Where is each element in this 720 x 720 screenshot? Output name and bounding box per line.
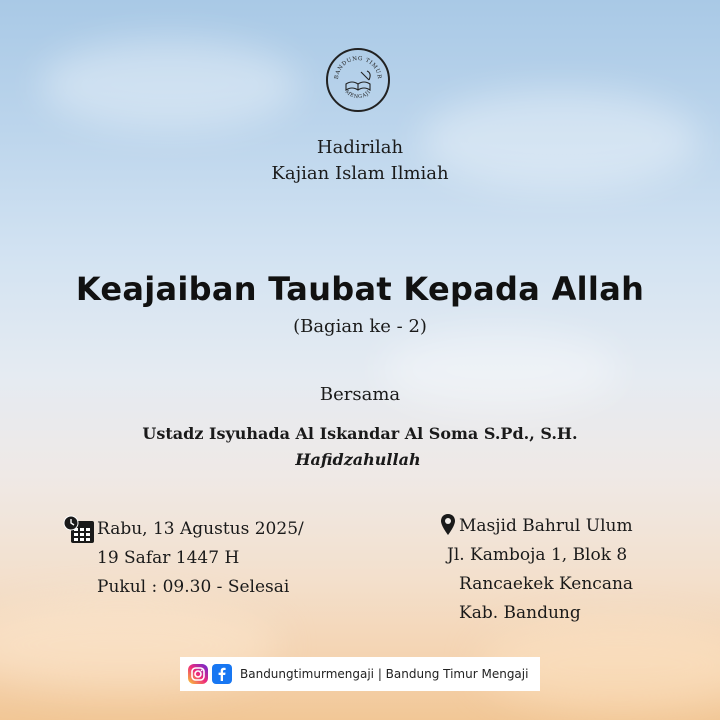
cloud xyxy=(40,40,300,130)
location-pin-icon xyxy=(440,513,456,537)
schedule-time: Pukul : 09.30 - Selesai xyxy=(97,577,290,597)
location-street: Jl. Kamboja 1, Blok 8 xyxy=(447,545,628,565)
logo-badge xyxy=(326,48,390,112)
instagram-icon[interactable] xyxy=(188,664,208,684)
location-info xyxy=(447,512,634,628)
speaker-name: Ustadz Isyuhada Al Iskandar Al Soma S.Pd., S.H. xyxy=(142,424,578,443)
social-media-bar xyxy=(180,657,540,691)
open-book-quill-icon xyxy=(346,71,370,90)
facebook-icon[interactable] xyxy=(212,664,232,684)
intro-line-2: Kajian Islam Ilmiah xyxy=(271,163,449,184)
svg-text:BANDUNG TIMUR xyxy=(334,56,382,80)
logo-top-text: BANDUNG TIMUR xyxy=(333,55,383,80)
event-title: Keajaiban Taubat Kepada Allah xyxy=(75,270,645,308)
location-area: Rancaekek Kencana xyxy=(459,574,634,594)
with-label: Bersama xyxy=(319,384,401,405)
location-city: Kab. Bandung xyxy=(459,603,581,623)
intro xyxy=(0,135,720,187)
logo-svg xyxy=(328,50,388,110)
speaker-honorific: Hafidzahullah xyxy=(295,450,421,469)
event-subtitle: (Bagian ke - 2) xyxy=(293,316,427,337)
calendar-clock-icon xyxy=(63,515,95,545)
schedule-info xyxy=(97,515,304,602)
social-handle-text: Bandungtimurmengaji | Bandung Timur Mengaji xyxy=(240,667,529,681)
location-venue: Masjid Bahrul Ulum xyxy=(459,516,633,536)
svg-text:MENGAJI xyxy=(344,89,372,100)
schedule-hijri-date: 19 Safar 1447 H xyxy=(97,548,240,568)
logo-bottom-text: MENGAJI xyxy=(343,89,373,101)
schedule-date: Rabu, 13 Agustus 2025/ xyxy=(97,519,304,539)
intro-line-1: Hadirilah xyxy=(316,137,404,158)
